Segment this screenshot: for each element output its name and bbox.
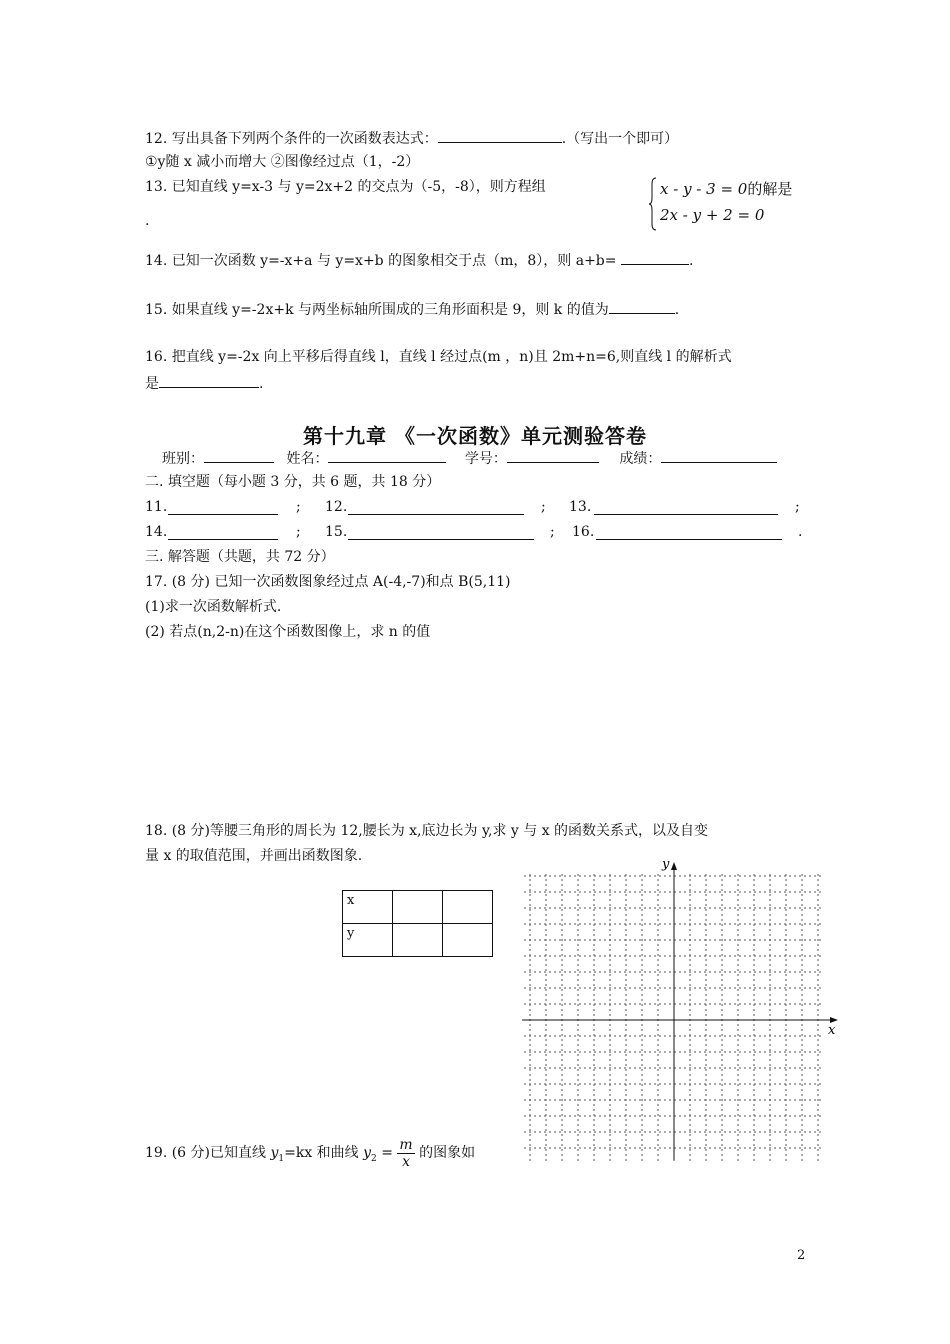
q15-text: 15. 如果直线 y=-2x+k 与两坐标轴所围成的三角形面积是 9，则 k 的值为: [145, 302, 609, 318]
q14-text: 14. 已知一次函数 y=-x+a 与 y=x+b 的图象相交于点（m，8），则 a+b=: [145, 253, 621, 269]
section-3-heading: 三. 解答题（共题，共 72 分）: [145, 549, 335, 565]
q18-line1: 18. (8 分)等腰三角形的周长为 12,腰长为 x,底边长为 y,求 y 与 x 的函数关系式，以及自变: [145, 823, 709, 839]
y-axis-label: y: [662, 860, 670, 872]
student-info-row: [162, 448, 777, 468]
q14-blank[interactable]: [621, 250, 689, 265]
q12-suffix: .（写出一个即可）: [561, 131, 679, 147]
table-label-y: y: [343, 924, 393, 957]
table-cell[interactable]: [393, 924, 443, 957]
y-axis-arrow-icon: [671, 862, 677, 870]
semicolon-15: ;: [550, 524, 555, 540]
answer-label-16: 16.: [572, 524, 595, 540]
class-field[interactable]: [204, 448, 274, 463]
answer-blank-16[interactable]: [596, 525, 782, 540]
answer-label-13: 13.: [569, 499, 592, 515]
id-field[interactable]: [507, 448, 599, 463]
answer-label-14: 14.: [145, 524, 168, 540]
id-label: 学号：: [464, 451, 507, 467]
class-label: 班别：: [162, 451, 204, 467]
q15-blank[interactable]: [609, 299, 675, 314]
table-row: [343, 924, 493, 957]
q14-suffix: .: [688, 253, 694, 269]
q19-y2: y: [363, 1145, 372, 1161]
q16-blank[interactable]: [159, 373, 259, 388]
q19-prefix: 19. (6 分)已知直线: [145, 1145, 271, 1161]
score-label: 成绩：: [619, 451, 662, 467]
semicolon-13: ;: [795, 499, 800, 515]
table-row: [343, 891, 493, 924]
q13-dot: .: [145, 213, 150, 229]
q18-line2: 量 x 的取值范围，并画出函数图象.: [145, 848, 363, 864]
q17-part2: (2) 若点(n,2-n)在这个函数图像上，求 n 的值: [145, 624, 431, 640]
answer-blank-14[interactable]: [168, 525, 278, 540]
q15-suffix: .: [674, 302, 680, 318]
score-field[interactable]: [661, 448, 777, 463]
q19-mid: =kx 和曲线: [284, 1145, 364, 1161]
q19-denominator: x: [402, 1153, 411, 1170]
brace-icon: [648, 176, 658, 232]
q19-line: [145, 1136, 475, 1176]
answer-blank-12[interactable]: [348, 500, 524, 515]
q19-sub2: 2: [371, 1153, 377, 1164]
answer-blank-11[interactable]: [168, 500, 278, 515]
name-field[interactable]: [328, 448, 446, 463]
q13-equation-system: [648, 176, 818, 232]
q13-eq1-row: [660, 178, 792, 199]
q17-part1: (1)求一次函数解析式.: [145, 599, 282, 615]
answer-label-11: 11.: [145, 499, 168, 515]
q12-line: [145, 128, 678, 148]
q19-eq: =: [376, 1145, 398, 1161]
q14-line: [145, 250, 693, 270]
q13-eq1-suffix: 的解是: [747, 180, 793, 198]
semicolon-14: ;: [296, 524, 301, 540]
q19-y1: y: [270, 1145, 279, 1161]
q12-conditions: ①y随 x 减小而增大 ②图像经过点（1，-2）: [145, 154, 420, 170]
q19-suffix: 的图象如: [414, 1145, 476, 1161]
answer-sheet-title: 第十九章 《一次函数》单元测验答卷: [303, 424, 647, 448]
q13-eq2: 2x - y + 2 = 0: [660, 206, 765, 224]
q16-prefix: 是: [145, 376, 159, 392]
name-label: 姓名：: [286, 451, 329, 467]
q19-sub1: 1: [278, 1153, 285, 1164]
semicolon-11: ;: [296, 499, 301, 515]
semicolon-12: ;: [541, 499, 546, 515]
coordinate-grid[interactable]: [522, 860, 842, 1170]
q16-line1: 16. 把直线 y=-2x 向上平移后得直线 l，直线 l 经过点(m ，n)且 2m+n=6,则直线 l 的解析式: [145, 349, 732, 365]
answer-label-15: 15.: [325, 524, 348, 540]
q19-fraction: [397, 1137, 414, 1170]
q17-text: 17. (8 分) 已知一次函数图象经过点 A(-4,-7)和点 B(5,11): [145, 574, 511, 590]
table-cell[interactable]: [443, 924, 493, 957]
period-16: .: [798, 524, 803, 540]
q19-numerator: m: [399, 1136, 413, 1153]
answer-blank-15[interactable]: [348, 525, 534, 540]
answer-blank-13[interactable]: [594, 500, 778, 515]
q13-eq1: x - y - 3 = 0: [660, 180, 748, 198]
q16-line2: [145, 373, 263, 393]
page-number: 2: [797, 1248, 806, 1263]
table-label-x: x: [343, 891, 393, 924]
xy-value-table: [342, 890, 493, 957]
q16-suffix: .: [259, 376, 264, 392]
q12-blank[interactable]: [438, 128, 562, 143]
q15-line: [145, 299, 679, 319]
q13-text: 13. 已知直线 y=x-3 与 y=2x+2 的交点为（-5，-8），则方程组: [145, 179, 546, 195]
section-2-heading: 二. 填空题（每小题 3 分，共 6 题，共 18 分）: [145, 474, 441, 490]
q12-text: 12. 写出具备下列两个条件的一次函数表达式：: [145, 131, 438, 147]
table-cell[interactable]: [443, 891, 493, 924]
table-cell[interactable]: [393, 891, 443, 924]
answer-label-12: 12.: [325, 499, 348, 515]
x-axis-label: x: [828, 1023, 836, 1038]
